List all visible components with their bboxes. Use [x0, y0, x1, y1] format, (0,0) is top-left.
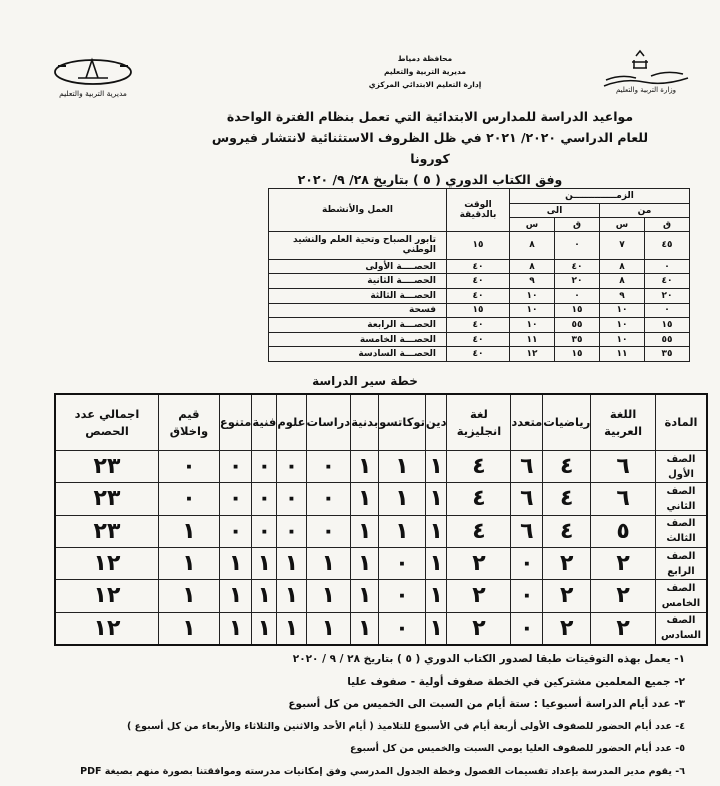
periods-cell: ٠ — [277, 451, 306, 483]
total-periods-cell: ١٢ — [55, 612, 158, 645]
to-q-cell: ١٥ — [555, 303, 600, 318]
duration-cell: ٤٠ — [447, 289, 510, 304]
activity-cell: فسحة — [269, 303, 447, 318]
to-s-cell: ٨ — [510, 259, 555, 274]
periods-cell: ٠ — [277, 515, 306, 547]
to-s-cell: ٩ — [510, 274, 555, 289]
periods-cell: ٢ — [447, 612, 511, 645]
periods-cell: ٠ — [219, 451, 252, 483]
plan-column-header: اجمالي عدد الحصص — [55, 394, 158, 451]
to-q-header: ق — [555, 218, 600, 232]
periods-cell: ١ — [252, 547, 277, 579]
periods-cell: ٢ — [591, 547, 656, 579]
periods-cell: ١ — [351, 580, 379, 612]
grade-label: الصف الثاني — [656, 483, 708, 515]
periods-cell: ٢ — [543, 612, 591, 645]
periods-cell: ٠ — [158, 483, 219, 515]
plan-column-header: المادة — [656, 394, 708, 451]
periods-cell: ٦ — [511, 483, 543, 515]
to-s-cell: ٨ — [510, 232, 555, 260]
administration-header — [360, 52, 490, 91]
to-q-cell: ٠ — [555, 289, 600, 304]
from-s-cell: ٨ — [600, 259, 645, 274]
plan-title: خطة سير الدراسة — [312, 374, 418, 388]
periods-cell: ١ — [277, 547, 306, 579]
title-line-3: وفق الكتاب الدوري ( ٥ ) بتاريخ ٢٨/ ٩/ ٢٠٢٠ — [297, 172, 563, 187]
periods-cell: ١ — [425, 515, 447, 547]
grade-label: الصف الخامس — [656, 580, 708, 612]
periods-cell: ٠ — [252, 451, 277, 483]
from-s-cell: ١٠ — [600, 332, 645, 347]
grade-label: الصف الرابع — [656, 547, 708, 579]
to-s-cell: ١٠ — [510, 289, 555, 304]
periods-cell: ١ — [306, 547, 351, 579]
periods-cell: ٠ — [219, 483, 252, 515]
timing-row — [269, 232, 690, 260]
periods-cell: ٤ — [447, 515, 511, 547]
periods-cell: ١ — [379, 515, 426, 547]
to-q-cell: ٣٥ — [555, 332, 600, 347]
to-s-cell: ١٠ — [510, 318, 555, 333]
time-group-header: الزمــــــــــــــن — [510, 189, 690, 204]
periods-cell: ١ — [425, 580, 447, 612]
periods-cell: ٠ — [252, 483, 277, 515]
timing-row — [269, 274, 690, 289]
notes-list — [40, 648, 685, 783]
periods-cell: ٤ — [447, 451, 511, 483]
periods-cell: ٠ — [379, 580, 426, 612]
periods-cell: ١ — [158, 580, 219, 612]
timing-row — [269, 318, 690, 333]
plan-column-header: توكاتسو — [379, 394, 426, 451]
department-line: إدارة التعليم الابتدائي المركزي — [368, 80, 482, 89]
periods-cell: ٦ — [591, 483, 656, 515]
from-q-cell: ٢٠ — [645, 289, 690, 304]
periods-cell: ١ — [158, 612, 219, 645]
to-q-cell: ٢٠ — [555, 274, 600, 289]
from-q-cell: ٠ — [645, 259, 690, 274]
to-s-cell: ١٢ — [510, 347, 555, 362]
from-s-cell: ١٠ — [600, 303, 645, 318]
periods-cell: ١ — [425, 612, 447, 645]
periods-cell: ١ — [379, 451, 426, 483]
from-s-cell: ١١ — [600, 347, 645, 362]
from-q-cell: ٤٠ — [645, 274, 690, 289]
activity-header: العمل والأنشطة — [269, 189, 447, 232]
periods-cell: ٤ — [447, 483, 511, 515]
periods-cell: ٢ — [591, 580, 656, 612]
periods-cell: ١ — [425, 483, 447, 515]
note-item: ٦- يقوم مدير المدرسة بإعداد تقسيمات الفصول وخطة الجدول المدرسي وفق إمكانيات مدرسته وموافقتنا بصورة منهم بصيغة PDF — [80, 765, 685, 777]
plan-column-header: بدنية — [351, 394, 379, 451]
periods-cell: ١ — [277, 580, 306, 612]
periods-cell: ١ — [252, 580, 277, 612]
plan-column-header: متنوع — [219, 394, 252, 451]
activity-cell: تابور الصباح وتحية العلم والنشيد الوطني — [269, 232, 447, 260]
directorate-logo — [48, 52, 138, 102]
timing-row — [269, 347, 690, 362]
plan-column-header: متعدد — [511, 394, 543, 451]
from-s-header: س — [600, 218, 645, 232]
plan-row — [55, 515, 707, 547]
activity-cell: الحصـــة الرابعة — [269, 318, 447, 333]
plan-row — [55, 451, 707, 483]
periods-cell: ١ — [277, 612, 306, 645]
total-periods-cell: ١٢ — [55, 580, 158, 612]
periods-cell: ٢ — [543, 547, 591, 579]
periods-cell: ١ — [379, 483, 426, 515]
periods-cell: ٦ — [511, 515, 543, 547]
from-q-cell: ٠ — [645, 303, 690, 318]
to-s-cell: ١١ — [510, 332, 555, 347]
periods-cell: ١ — [351, 483, 379, 515]
plan-column-header: قيم واخلاق — [158, 394, 219, 451]
periods-cell: ٠ — [219, 515, 252, 547]
periods-cell: ٠ — [511, 612, 543, 645]
to-s-header: س — [510, 218, 555, 232]
grade-label: الصف الأول — [656, 451, 708, 483]
plan-row — [55, 483, 707, 515]
duration-header: الوقت بالدقيقة — [447, 189, 510, 232]
activity-cell: الحصـــة الخامسة — [269, 332, 447, 347]
from-s-cell: ٨ — [600, 274, 645, 289]
plan-header-row — [55, 394, 707, 451]
periods-cell: ١ — [351, 612, 379, 645]
study-plan-table — [54, 393, 708, 646]
periods-cell: ٠ — [379, 547, 426, 579]
total-periods-cell: ٢٣ — [55, 515, 158, 547]
activity-cell: الحصــــة الأولى — [269, 259, 447, 274]
from-q-cell: ٤٥ — [645, 232, 690, 260]
duration-cell: ١٥ — [447, 303, 510, 318]
from-s-cell: ٩ — [600, 289, 645, 304]
duration-cell: ١٥ — [447, 232, 510, 260]
note-item: ٤- عدد أيام الحضور للصفوف الأولى أربعة أيام في الأسبوع للتلاميذ ( أيام الأحد والاثنين والثلاثاء والأربعاء من كل أسبوع ) — [126, 720, 685, 732]
note-item: ٢- جميع المعلمين مشتركين في الخطة صفوف أولية - صفوف عليا — [347, 675, 685, 688]
periods-cell: ٤ — [543, 483, 591, 515]
periods-cell: ٠ — [158, 451, 219, 483]
plan-column-header: دراسات — [306, 394, 351, 451]
from-q-cell: ٥٥ — [645, 332, 690, 347]
periods-cell: ٢ — [591, 612, 656, 645]
timing-header-row — [269, 189, 690, 204]
periods-cell: ٤ — [543, 515, 591, 547]
total-periods-cell: ٢٣ — [55, 451, 158, 483]
plan-column-header: دين — [425, 394, 447, 451]
to-s-cell: ١٠ — [510, 303, 555, 318]
plan-row — [55, 612, 707, 645]
periods-cell: ٦ — [511, 451, 543, 483]
from-s-cell: ١٠ — [600, 318, 645, 333]
title-line-2: للعام الدراسي ٢٠٢٠/ ٢٠٢١ في ظل الظروف الاستثنائية لانتشار فيروس كورونا — [211, 130, 649, 166]
timing-row — [269, 289, 690, 304]
from-s-cell: ٧ — [600, 232, 645, 260]
periods-cell: ٢ — [447, 580, 511, 612]
periods-cell: ١ — [306, 580, 351, 612]
periods-cell: ١ — [351, 547, 379, 579]
periods-cell: ٢ — [543, 580, 591, 612]
title-line-1: مواعيد الدراسة للمدارس الابتدائية التي تعمل بنظام الفترة الواحدة — [226, 109, 634, 124]
duration-cell: ٤٠ — [447, 274, 510, 289]
periods-cell: ١ — [219, 547, 252, 579]
to-q-cell: ٠ — [555, 232, 600, 260]
note-item: ٥- عدد أيام الحضور للصفوف العليا يومي السبت والخميس من كل أسبوع — [350, 743, 685, 754]
activity-cell: الحصـــة الثالثة — [269, 289, 447, 304]
duration-cell: ٤٠ — [447, 347, 510, 362]
activity-cell: الحصــــة الثانية — [269, 274, 447, 289]
periods-cell: ٠ — [306, 483, 351, 515]
total-periods-cell: ١٢ — [55, 547, 158, 579]
ministry-logo — [596, 46, 696, 96]
periods-cell: ١ — [351, 515, 379, 547]
periods-cell: ٠ — [511, 580, 543, 612]
timing-row — [269, 259, 690, 274]
plan-row — [55, 547, 707, 579]
to-header: الى — [510, 204, 600, 218]
document-title — [200, 106, 660, 190]
timing-table — [268, 188, 690, 362]
to-q-cell: ٤٠ — [555, 259, 600, 274]
from-header: من — [600, 204, 690, 218]
periods-cell: ١ — [158, 515, 219, 547]
periods-cell: ١ — [425, 547, 447, 579]
periods-cell: ١ — [219, 580, 252, 612]
grade-label: الصف السادس — [656, 612, 708, 645]
periods-cell: ١ — [351, 451, 379, 483]
duration-cell: ٤٠ — [447, 332, 510, 347]
periods-cell: ٠ — [511, 547, 543, 579]
periods-cell: ٠ — [306, 451, 351, 483]
periods-cell: ١ — [306, 612, 351, 645]
activity-cell: الحصـــة السادسة — [269, 347, 447, 362]
periods-cell: ١ — [425, 451, 447, 483]
from-q-header: ق — [645, 218, 690, 232]
governorate-line: محافظة دمياط — [397, 54, 453, 63]
duration-cell: ٤٠ — [447, 259, 510, 274]
plan-column-header: رياضيات — [543, 394, 591, 451]
note-item: ١- يعمل بهذه التوقيتات طبقا لصدور الكتاب الدوري ( ٥ ) بتاريخ ٢٨ / ٩ / ٢٠٢٠ — [292, 653, 685, 665]
to-q-cell: ٥٥ — [555, 318, 600, 333]
from-q-cell: ٣٥ — [645, 347, 690, 362]
periods-cell: ٥ — [591, 515, 656, 547]
plan-row — [55, 580, 707, 612]
directorate-logo-text: مديرية التربية والتعليم — [59, 89, 127, 98]
periods-cell: ٢ — [447, 547, 511, 579]
plan-column-header: لغة انجليزية — [447, 394, 511, 451]
duration-cell: ٤٠ — [447, 318, 510, 333]
to-q-cell: ١٥ — [555, 347, 600, 362]
periods-cell: ١ — [252, 612, 277, 645]
plan-column-header: فنية — [252, 394, 277, 451]
periods-cell: ٠ — [252, 515, 277, 547]
total-periods-cell: ٢٣ — [55, 483, 158, 515]
grade-label: الصف الثالث — [656, 515, 708, 547]
timing-row — [269, 303, 690, 318]
periods-cell: ٤ — [543, 451, 591, 483]
plan-column-header: اللغة العربية — [591, 394, 656, 451]
periods-cell: ١ — [158, 547, 219, 579]
periods-cell: ١ — [219, 612, 252, 645]
periods-cell: ٦ — [591, 451, 656, 483]
directorate-line: مديرية التربية والتعليم — [384, 67, 466, 76]
timing-row — [269, 332, 690, 347]
periods-cell: ٠ — [306, 515, 351, 547]
ministry-logo-text: وزارة التربية والتعليم — [615, 86, 677, 94]
periods-cell: ٠ — [379, 612, 426, 645]
from-q-cell: ١٥ — [645, 318, 690, 333]
periods-cell: ٠ — [277, 483, 306, 515]
note-item: ٣- عدد أيام الدراسة أسبوعيا : ستة أيام من السبت الى الخميس من كل أسبوع — [288, 698, 685, 710]
plan-column-header: علوم — [277, 394, 306, 451]
